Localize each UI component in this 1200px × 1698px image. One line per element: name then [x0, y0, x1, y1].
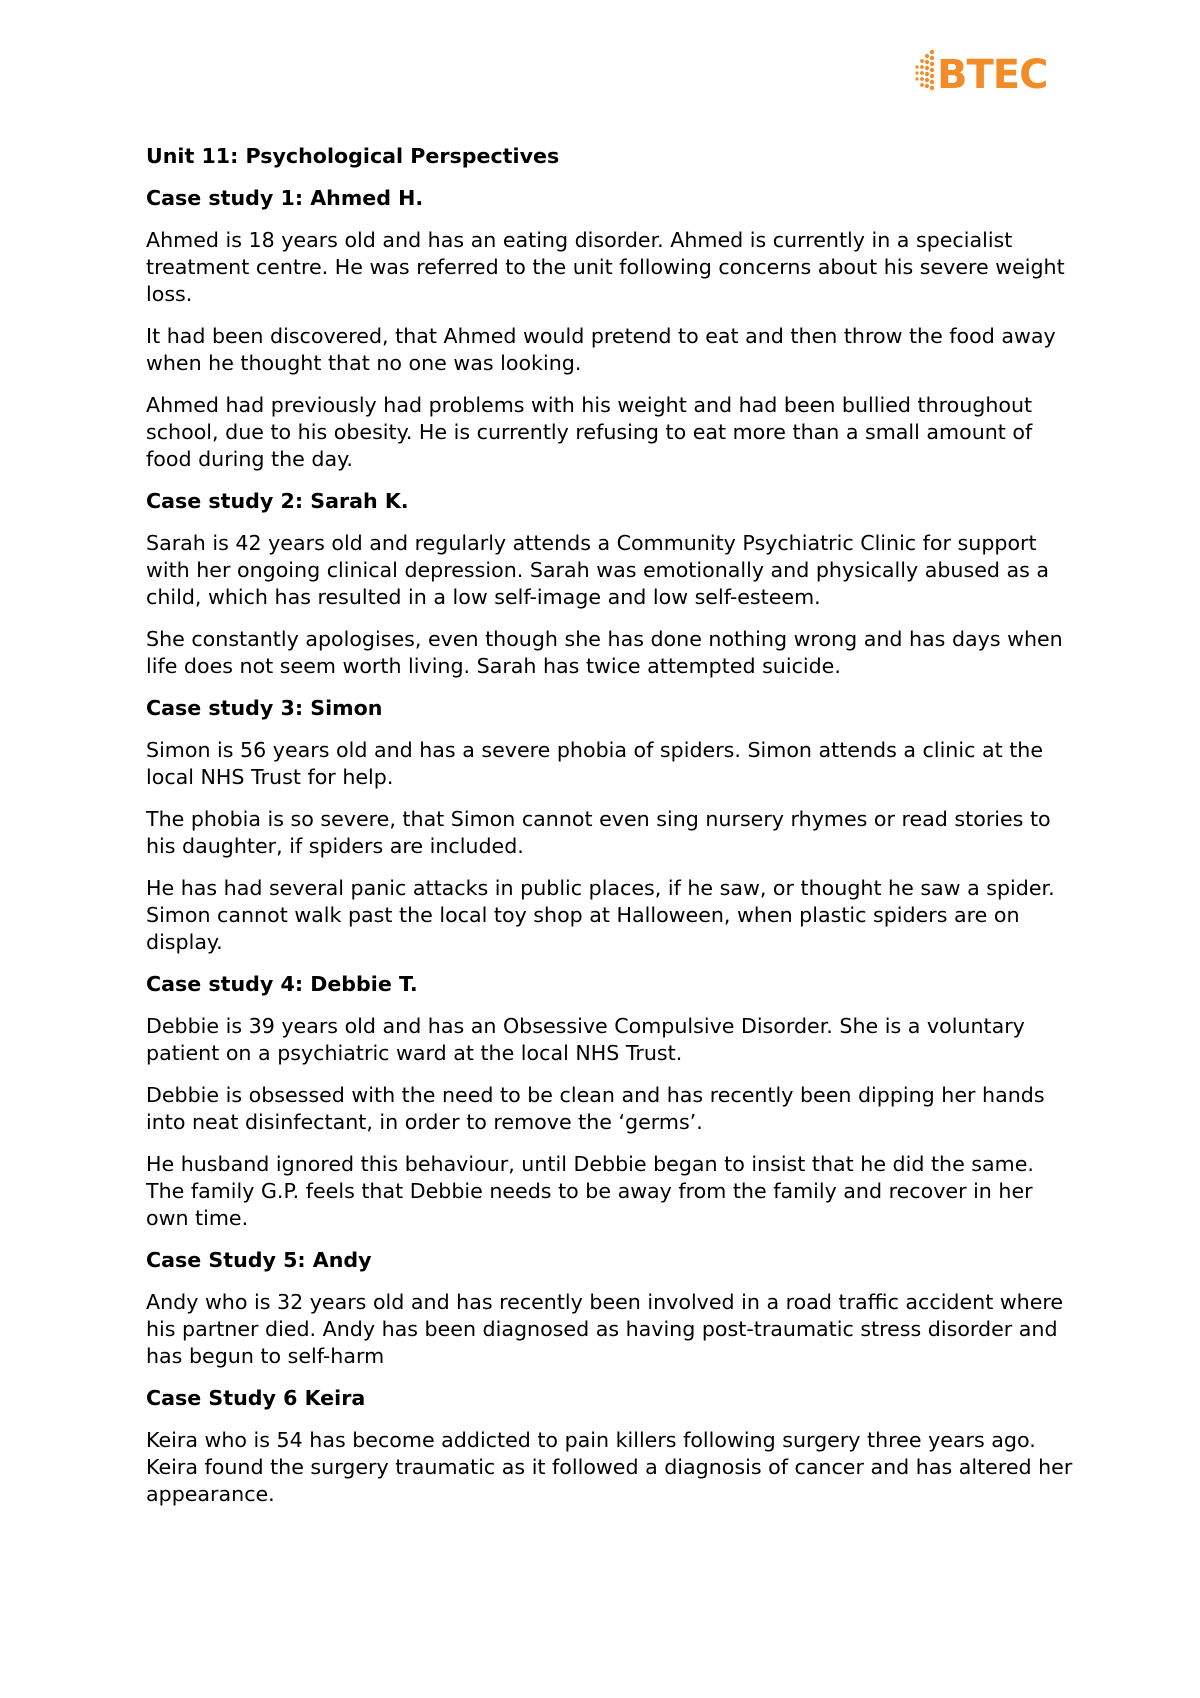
case-study-paragraph: Debbie is 39 years old and has an Obsessive Compulsive Disorder. She is a voluntary patient on a psychiatric ward at the local NHS Trust. [146, 1014, 1025, 1065]
document-title: Unit 11: Psychological Perspectives [146, 144, 560, 168]
case-study-paragraph: Ahmed is 18 years old and has an eating disorder. Ahmed is currently in a specialist treatment centre. He was referred to the unit following concerns about his severe weight loss. [146, 228, 1065, 306]
case-study-heading: Case study 3: Simon [146, 696, 383, 720]
case-study-heading: Case study 2: Sarah K. [146, 489, 409, 513]
case-study-paragraph: Debbie is obsessed with the need to be clean and has recently been dipping her hands into neat disinfectant, in order to remove the ‘germs’. [146, 1083, 1045, 1134]
case-study-1 [146, 185, 1076, 473]
case-study-paragraph: He husband ignored this behaviour, until Debbie began to insist that he did the same. The family G.P. feels that Debbie needs to be away from the family and recover in her own time. [146, 1152, 1034, 1230]
case-study-paragraph: Keira who is 54 has become addicted to pain killers following surgery three years ago. Keira found the surgery traumatic as it followed a diagnosis of cancer and has altered her appearance. [146, 1428, 1073, 1506]
case-study-paragraph: He has had several panic attacks in public places, if he saw, or thought he saw a spider. Simon cannot walk past the local toy shop at Halloween, when plastic spiders are on display. [146, 876, 1055, 954]
case-study-heading: Case study 1: Ahmed H. [146, 186, 424, 210]
document-body [146, 143, 1076, 1523]
case-study-6 [146, 1385, 1076, 1508]
case-study-paragraph: Simon is 56 years old and has a severe phobia of spiders. Simon attends a clinic at the local NHS Trust for help. [146, 738, 1043, 789]
case-study-5 [146, 1247, 1076, 1370]
case-study-4 [146, 971, 1076, 1232]
case-study-paragraph: Andy who is 32 years old and has recently been involved in a road traffic accident where his partner died. Andy has been diagnosed as having post-traumatic stress disorder and has begun to self-harm [146, 1290, 1064, 1368]
case-study-2 [146, 488, 1076, 680]
case-study-heading: Case study 4: Debbie T. [146, 972, 418, 996]
case-study-paragraph: Sarah is 42 years old and regularly attends a Community Psychiatric Clinic for support with her ongoing clinical depression. Sarah was emotionally and physically abused as a child, which has resulted in a low self-image and low self-esteem. [146, 531, 1049, 609]
btec-logo-text: BTEC [937, 52, 1048, 98]
case-study-3 [146, 695, 1076, 956]
case-study-heading: Case Study 6 Keira [146, 1386, 366, 1410]
case-study-paragraph: Ahmed had previously had problems with his weight and had been bullied throughout school, due to his obesity. He is currently refusing to eat more than a small amount of food during the day. [146, 393, 1033, 471]
btec-logo [913, 48, 1073, 98]
case-study-heading: Case Study 5: Andy [146, 1248, 372, 1272]
case-study-paragraph: The phobia is so severe, that Simon cannot even sing nursery rhymes or read stories to his daughter, if spiders are included. [146, 807, 1051, 858]
case-study-paragraph: She constantly apologises, even though she has done nothing wrong and has days when life does not seem worth living. Sarah has twice attempted suicide. [146, 627, 1063, 678]
btec-logo-icon [913, 48, 1073, 98]
case-study-paragraph: It had been discovered, that Ahmed would pretend to eat and then throw the food away when he thought that no one was looking. [146, 324, 1056, 375]
